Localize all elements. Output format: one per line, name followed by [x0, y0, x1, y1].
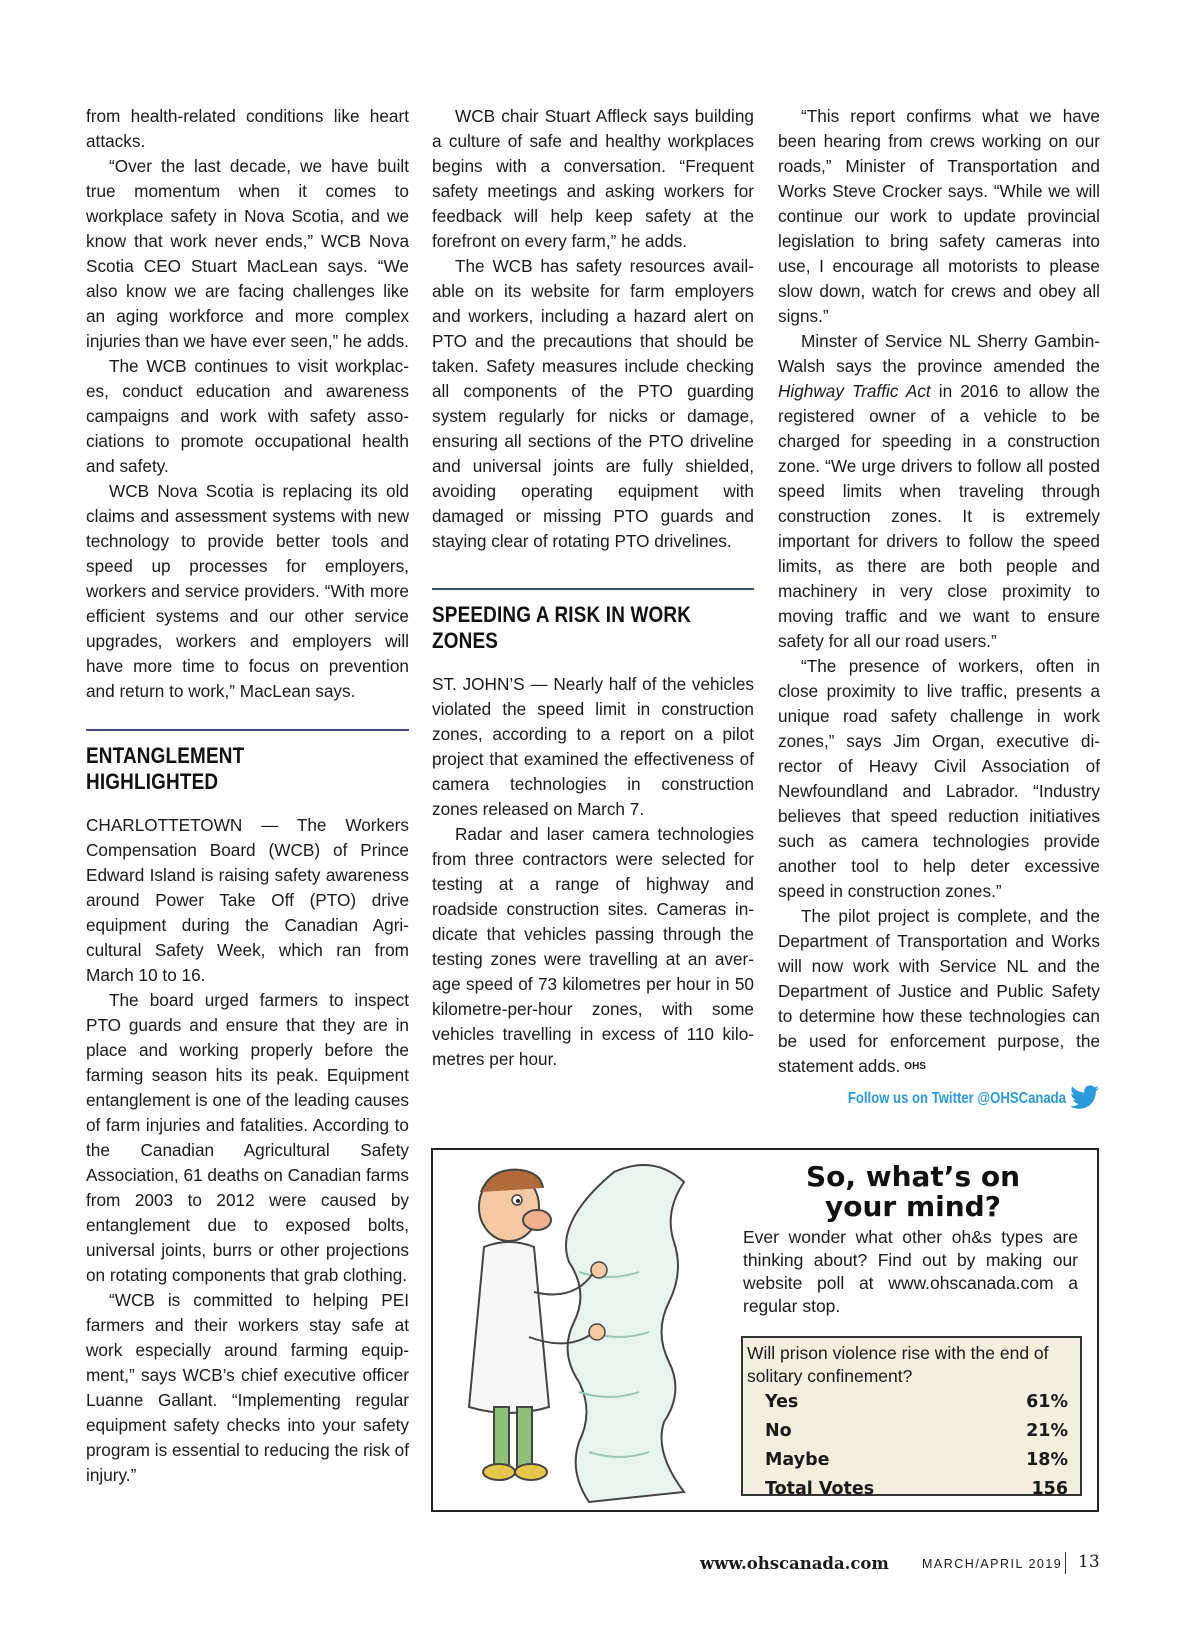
scientist-with-scroll-illustration	[439, 1152, 759, 1512]
paragraph: The pilot project is complete, and the Department of Transportation and Works will now work with Service NL and the Department of Justice and Public Safety to determine how these technologies can be used for enforcement purpose, the statement adds. OHS	[778, 906, 1100, 1076]
paragraph: The WCB has safety resources available on its website for farm employers and workers, including a hazard alert on PTO and the precautions that should be taken. Safety measures include checking all components of the PTO guarding system regularly for nicks or damage, ensuring all sections of the PTO driveline and universal joints are fully shielded, avoiding operating equipment with damaged or missing PTO guards and staying clear of rotating PTO drivelines.	[432, 256, 754, 551]
section-heading: ENTANGLEMENT HIGHLIGHTED	[86, 743, 245, 794]
paragraph: “The presence of workers, often in close proximity to live traffic, presents a unique road safety challenge in work zones,” says Jim Organ, executive director of Heavy Civil Association of Newfoundland and Labrador. “Industry believes that speed reduction initiatives such as camera technologies provide another tool to help deter excessive speed in construction zones.”	[778, 656, 1100, 901]
page-number: 13	[1078, 1552, 1100, 1572]
page-footer	[700, 1554, 1100, 1578]
column-2	[432, 104, 754, 1072]
column-1	[86, 104, 409, 1488]
twitter-bird-icon	[1070, 1085, 1100, 1114]
poll-title: So, what’s on your mind?	[805, 1160, 1021, 1223]
footer-date: MARCH/APRIL 2019	[922, 1557, 1063, 1571]
twitter-link[interactable]: Follow us on Twitter @OHSCanada	[778, 1085, 1100, 1114]
poll-result-row: Yes 61%	[765, 1392, 1068, 1412]
paragraph: WCB chair Stuart Affleck says building a culture of safe and healthy workplaces begins with a conversation. “Frequent safety meetings and asking workers for feedback will help keep safety at the forefront on every farm,” he adds.	[432, 106, 754, 251]
section-heading: SPEEDING A RISK IN WORK ZONES	[432, 602, 692, 653]
paragraph: WCB Nova Scotia is replacing its old claims and assessment systems with new technology to provide better tools and speed up processes for employers, workers and service providers. “With more efficient systems and our other service upgrades, workers and employers will have more time to focus on prevention and return to work,” MacLean says.	[86, 481, 409, 701]
paragraph: “This report confirms what we have been hearing from crews working on our roads,” Minister of Transportation and Works Steve Crocker says. “While we will continue our work to update provincial legislation to bring safety cameras into use, I encourage all motorists to please slow down, watch for crews and obey all signs.”	[778, 106, 1100, 326]
poll-result-row: No 21%	[765, 1421, 1068, 1441]
act-title: Highway Traffic Act	[778, 381, 931, 401]
paragraph: CHARLOTTETOWN — The Workers Compensation Board (WCB) of Prince Edward Island is raising safety awareness around Power Take Off (PTO) drive equipment during the Canadian Agricultural Safety Week, which ran from March 10 to 16.	[86, 815, 409, 985]
paragraph: ST. JOHN’S — Nearly half of the vehicles violated the speed limit in construction zones, according to a report on a pilot project that examined the effectiveness of camera technologies in construction zones released on March 7.	[432, 674, 754, 819]
poll-result-row: Total Votes 156	[765, 1479, 1068, 1499]
footer-website[interactable]: www.ohscanada.com	[700, 1554, 889, 1573]
paragraph: The board urged farmers to inspect PTO guards and ensure that they are in place and working properly before the farming season hits its peak. Equipment entanglement is one of the leading causes of farm injuries and fatalities. According to the Canadian Agricultural Safety Association, 61 deaths on Canadian farms from 2003 to 2012 were caused by entanglement due to exposed bolts, universal joints, burrs or other projections on rotating components that grab clothing.	[86, 990, 409, 1285]
ohs-end-mark: OHS	[904, 1061, 926, 1072]
paragraph: “Over the last decade, we have built true momentum when it comes to workplace safety in Nova Scotia, and we know that work never ends,” WCB Nova Scotia CEO Stuart MacLean says. “We also know we are facing challenges like an aging workforce and more complex injuries than we have ever seen,” he adds.	[86, 156, 409, 351]
poll-intro: Ever wonder what other oh&s types are thinking about? Find out by making our website poll at www.ohscanada.com a regular stop.	[743, 1227, 1078, 1316]
paragraph: “WCB is committed to helping PEI farmers and their workers stay safe at work especially around farming equipment,” says WCB’s chief executive officer Luanne Gallant. “Implementing regular equipment safety checks into your safety program is essential to reducing the risk of injury.”	[86, 1290, 409, 1485]
footer-divider	[1065, 1552, 1066, 1574]
paragraph: Minster of Service NL Sherry Gambin-Walsh says the province amended the Highway Traffic Act in 2016 to allow the registered owner of a vehicle to be charged for speeding in a construction zone. “We urge drivers to follow all posted speed limits when traveling through construction zones. It is extremely important for drivers to follow the speed limits, as there are both people and machinery in very close proximity to moving traffic and we want to ensure safety for all our road users.”	[778, 331, 1100, 651]
poll-question: Will prison violence rise with the end of solitary confinement?	[747, 1343, 1049, 1386]
paragraph: from health-related conditions like heart attacks.	[86, 106, 409, 151]
paragraph: The WCB continues to visit workplaces, conduct education and awareness campaigns and work with safety associations to promote occupational health and safety.	[86, 356, 409, 476]
column-3	[778, 104, 1100, 1114]
paragraph: Radar and laser camera technologies from three contractors were selected for testing at a range of highway and roadside construction sites. Cameras indicate that vehicles passing through the testing zones were travelling at an average speed of 73 kilometres per hour in 50 kilometre-per-hour zones, with some vehicles travelling in excess of 110 kilometres per hour.	[432, 824, 754, 1069]
poll-results	[741, 1336, 1082, 1499]
poll-result-row: Maybe 18%	[765, 1450, 1068, 1470]
